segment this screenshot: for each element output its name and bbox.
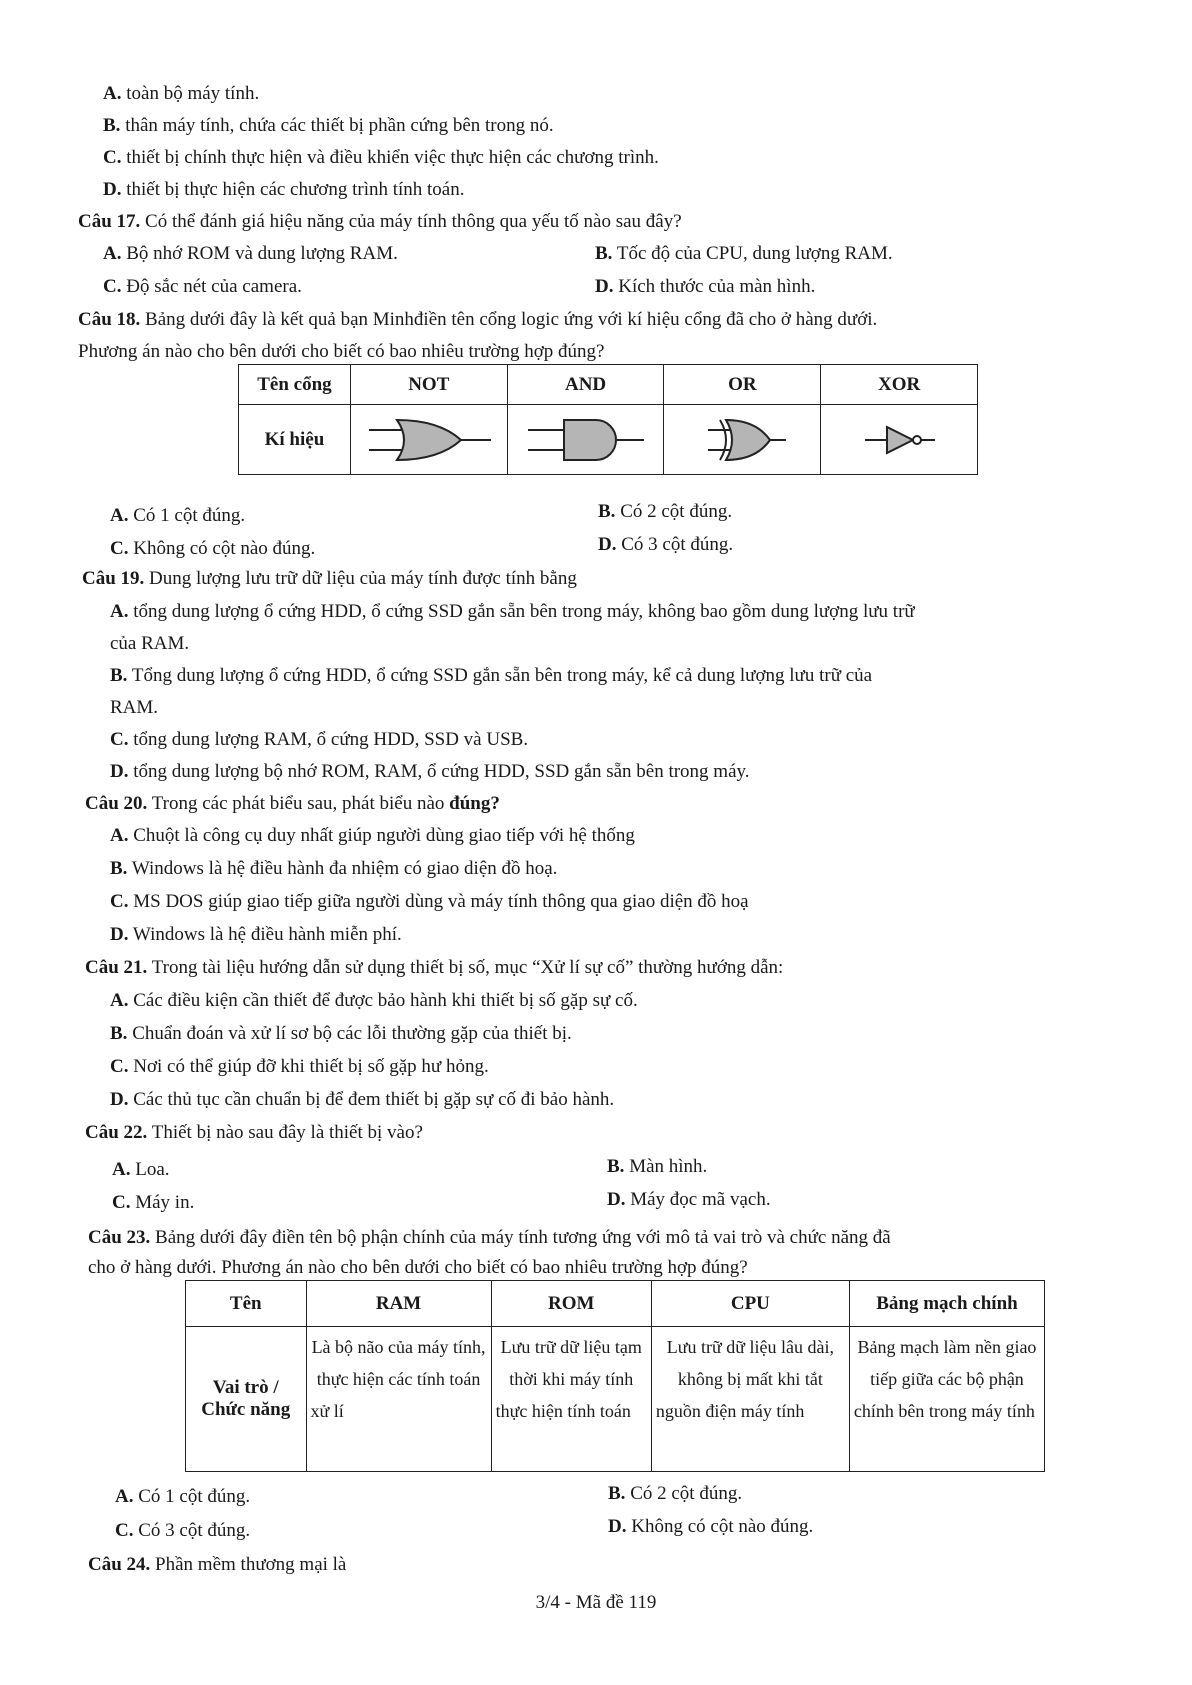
q23-stem-line2: cho ở hàng dưới. Phương án nào cho bên dưới cho biết có bao nhiêu trường hợp đúng? xyxy=(88,1257,748,1278)
q18-option-c: C. Không có cột nào đúng. xyxy=(110,538,316,559)
q16-option-b: B. thân máy tính, chứa các thiết bị phần cứng bên trong nó. xyxy=(103,115,554,136)
parts-name-header: Tên xyxy=(186,1281,307,1327)
parts-role-header: Vai trò / Chức năng xyxy=(186,1327,307,1472)
q20-option-c: C. MS DOS giúp giao tiếp giữa người dùng và máy tính thông qua giao diện đồ hoạ xyxy=(110,891,749,912)
q17-option-a: A. Bộ nhớ ROM và dung lượng RAM. xyxy=(103,243,398,264)
parts-col-rom: ROM xyxy=(491,1281,651,1327)
q19-option-c: C. tổng dung lượng RAM, ổ cứng HDD, SSD và USB. xyxy=(110,729,529,750)
gate-name-or: OR xyxy=(664,365,821,405)
q20-stem: Câu 20. Trong các phát biểu sau, phát biểu nào đúng? xyxy=(85,793,500,814)
q22-option-d: D. Máy đọc mã vạch. xyxy=(607,1189,771,1210)
q18-stem: Câu 18. Bảng dưới đây là kết quả bạn Minhđiền tên cổng logic ứng với kí hiệu cổng đã cho ở hàng dưới. xyxy=(78,309,878,330)
gate-symbol-header: Kí hiệu xyxy=(239,405,351,475)
q20-option-a: A. Chuột là công cụ duy nhất giúp người dùng giao tiếp với hệ thống xyxy=(110,825,635,846)
q19-option-b-cont: RAM. xyxy=(110,697,159,718)
gate-name-xor: XOR xyxy=(821,365,978,405)
q18-option-b: B. Có 2 cột đúng. xyxy=(598,501,733,522)
parts-desc-rom: Lưu trữ dữ liệu tạm thời khi máy tính thực hiện tính toán xyxy=(491,1327,651,1472)
q21-option-a: A. Các điều kiện cần thiết để được bảo hành khi thiết bị số gặp sự cố. xyxy=(110,990,638,1011)
parts-desc-mainboard: Bảng mạch làm nền giao tiếp giữa các bộ phận chính bên trong máy tính xyxy=(849,1327,1044,1472)
q21-option-c: C. Nơi có thể giúp đỡ khi thiết bị số gặp hư hỏng. xyxy=(110,1056,489,1077)
q21-option-d: D. Các thủ tục cần chuẩn bị để đem thiết bị gặp sự cố đi bảo hành. xyxy=(110,1089,615,1110)
q19-stem: Câu 19. Dung lượng lưu trữ dữ liệu của máy tính được tính bằng xyxy=(82,568,577,589)
parts-col-mainboard: Bảng mạch chính xyxy=(849,1281,1044,1327)
q22-option-a: A. Loa. xyxy=(112,1159,170,1180)
q20-option-d: D. Windows là hệ điều hành miễn phí. xyxy=(110,924,402,945)
logic-gates-table xyxy=(238,364,978,475)
q23-option-c: C. Có 3 cột đúng. xyxy=(115,1520,251,1541)
and-gate-symbol-icon xyxy=(507,405,664,475)
q23-option-b: B. Có 2 cột đúng. xyxy=(608,1483,743,1504)
q17-option-d: D. Kích thước của màn hình. xyxy=(595,276,816,297)
q22-option-b: B. Màn hình. xyxy=(607,1156,708,1177)
q16-option-c: C. thiết bị chính thực hiện và điều khiển việc thực hiện các chương trình. xyxy=(103,147,659,168)
q18-stem-line2: Phương án nào cho bên dưới cho biết có bao nhiêu trường hợp đúng? xyxy=(78,341,605,362)
not-gate-symbol-icon xyxy=(821,405,978,475)
parts-desc-cpu: Lưu trữ dữ liệu lâu dài, không bị mất khi tắt nguồn điện máy tính xyxy=(651,1327,849,1472)
q23-stem: Câu 23. Bảng dưới đây điền tên bộ phận chính của máy tính tương ứng với mô tả vai trò và chức năng đã xyxy=(88,1227,891,1248)
page-footer: 3/4 - Mã đề 119 xyxy=(535,1592,657,1613)
gate-name-header: Tên cổng xyxy=(239,365,351,405)
q19-option-a-cont: của RAM. xyxy=(110,633,190,654)
q18-option-a: A. Có 1 cột đúng. xyxy=(110,505,246,526)
q16-option-d: D. thiết bị thực hiện các chương trình tính toán. xyxy=(103,179,465,200)
q19-option-d: D. tổng dung lượng bộ nhớ ROM, RAM, ổ cứng HDD, SSD gắn sẵn bên trong máy. xyxy=(110,761,750,782)
q17-option-b: B. Tốc độ của CPU, dung lượng RAM. xyxy=(595,243,893,264)
xor-gate-symbol-icon xyxy=(664,405,821,475)
parts-col-cpu: CPU xyxy=(651,1281,849,1327)
q23-option-d: D. Không có cột nào đúng. xyxy=(608,1516,814,1537)
q18-option-d: D. Có 3 cột đúng. xyxy=(598,534,734,555)
q24-stem: Câu 24. Phần mềm thương mại là xyxy=(88,1554,347,1575)
gate-name-not: NOT xyxy=(350,365,507,405)
or-gate-symbol-icon xyxy=(350,405,507,475)
q22-option-c: C. Máy in. xyxy=(112,1192,195,1213)
q19-option-a: A. tổng dung lượng ổ cứng HDD, ổ cứng SSD gắn sẵn bên trong máy, không bao gồm dung lượng lưu trữ xyxy=(110,601,915,622)
q23-option-a: A. Có 1 cột đúng. xyxy=(115,1486,251,1507)
gate-name-and: AND xyxy=(507,365,664,405)
parts-col-ram: RAM xyxy=(306,1281,491,1327)
q19-option-b: B. Tổng dung lượng ổ cứng HDD, ổ cứng SSD gắn sẵn bên trong máy, kể cả dung lượng lưu trữ của xyxy=(110,665,873,686)
q22-stem: Câu 22. Thiết bị nào sau đây là thiết bị vào? xyxy=(85,1122,423,1143)
q20-option-b: B. Windows là hệ điều hành đa nhiệm có giao diện đồ hoạ. xyxy=(110,858,558,879)
parts-desc-ram: Là bộ não của máy tính, thực hiện các tính toán xử lí xyxy=(306,1327,491,1472)
q17-stem: Câu 17. Có thể đánh giá hiệu năng của máy tính thông qua yếu tố nào sau đây? xyxy=(78,211,682,232)
q17-option-c: C. Độ sắc nét của camera. xyxy=(103,276,302,297)
q16-option-a: A. toàn bộ máy tính. xyxy=(103,83,260,104)
q21-stem: Câu 21. Trong tài liệu hướng dẫn sử dụng thiết bị số, mục “Xử lí sự cố” thường hướng dẫn: xyxy=(85,957,784,978)
computer-parts-table xyxy=(185,1280,1045,1472)
q21-option-b: B. Chuẩn đoán và xử lí sơ bộ các lỗi thường gặp của thiết bị. xyxy=(110,1023,572,1044)
